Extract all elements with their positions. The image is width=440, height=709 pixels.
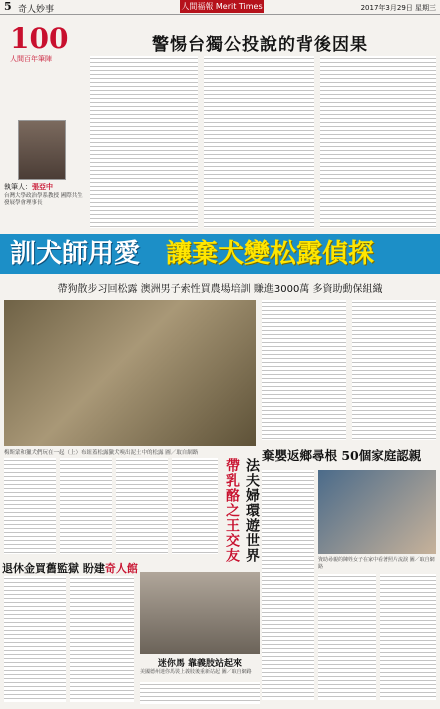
- horse-caption: 迷你馬 靠義肢站起來: [157, 659, 243, 669]
- feature-text-block-2: [352, 300, 436, 440]
- column-title: 警惕台獨公投說的背後因果: [152, 35, 368, 55]
- dog-trainer-photo: [4, 300, 256, 446]
- author-portrait: [18, 120, 66, 180]
- return-text-block-3: [380, 574, 436, 700]
- banner-headline-left: 訓犬師用愛: [10, 239, 141, 269]
- section-name: 奇人妙事: [18, 5, 55, 15]
- page-header: [0, 0, 440, 15]
- fish-text-block-2: [60, 458, 112, 554]
- author-line: [4, 182, 84, 192]
- feature-text-block-1: [262, 300, 346, 440]
- column-badge: [10, 24, 76, 68]
- column-text-block-3: [320, 56, 436, 228]
- page-number: 5: [4, 0, 12, 13]
- author-bio: 台灣大學政治學系教授 國際共生發展學會理事長: [4, 193, 83, 206]
- retire-text-block-2: [70, 576, 134, 702]
- retire-prison-headline: [2, 560, 142, 576]
- author-name: 張亞中: [32, 183, 53, 191]
- return-home-headline: 棄嬰返鄉尋根 50個家庭認親: [262, 448, 422, 463]
- issue-date: 2017年3月29日 星期三: [360, 4, 436, 12]
- horse-caption-detail: 美國德州迷你馬裝上義肢後重新站起 圖／取自網路: [140, 669, 252, 675]
- feature-banner: [0, 234, 440, 274]
- feature-subheadline: 帶狗散步习回松露 澳洲男子索性買農場培訓 賺進3000萬 多資助動保組織: [57, 284, 383, 295]
- fish-text-block-4: [172, 458, 218, 554]
- column-text-block-1: [90, 56, 198, 228]
- retire-text-block-1: [4, 576, 66, 702]
- fish-headline-a: 法夫婦環遊世界: [244, 458, 260, 563]
- dog-photo-caption: 梅斯蒙和獵犬們玩在一起（上）布紐蓋松露獵犬嗅出泥土中的松露 圖／取自網路: [4, 450, 199, 456]
- girl-photo-caption: 資助尋親的陳姓女子在家中看著照片流淚 圖／取自網路: [318, 557, 435, 570]
- return-text-block-1: [262, 470, 314, 700]
- fish-headline-b: 帶乳酪之王交友: [224, 458, 240, 563]
- author-label: 執筆人：: [4, 183, 32, 191]
- column-text-block-2: [204, 56, 314, 228]
- badge-number: 100: [10, 22, 69, 55]
- badge-subtitle: 人間百年筆陣: [10, 55, 52, 63]
- retire-headline-b: 奇人館: [104, 562, 138, 575]
- girl-photo: [318, 470, 436, 554]
- fish-text-block-1: [4, 458, 56, 554]
- return-text-block-2: [318, 574, 376, 700]
- fish-text-block-3: [116, 458, 168, 554]
- horse-text-block: [140, 682, 260, 704]
- mini-horse-photo: [140, 572, 260, 654]
- banner-headline-right: 讓棄犬變松露偵探: [166, 239, 375, 269]
- retire-headline-a: 退休金買舊監獄 盼建: [2, 562, 105, 575]
- masthead-logo: 人間福報 Merit Times: [181, 2, 263, 11]
